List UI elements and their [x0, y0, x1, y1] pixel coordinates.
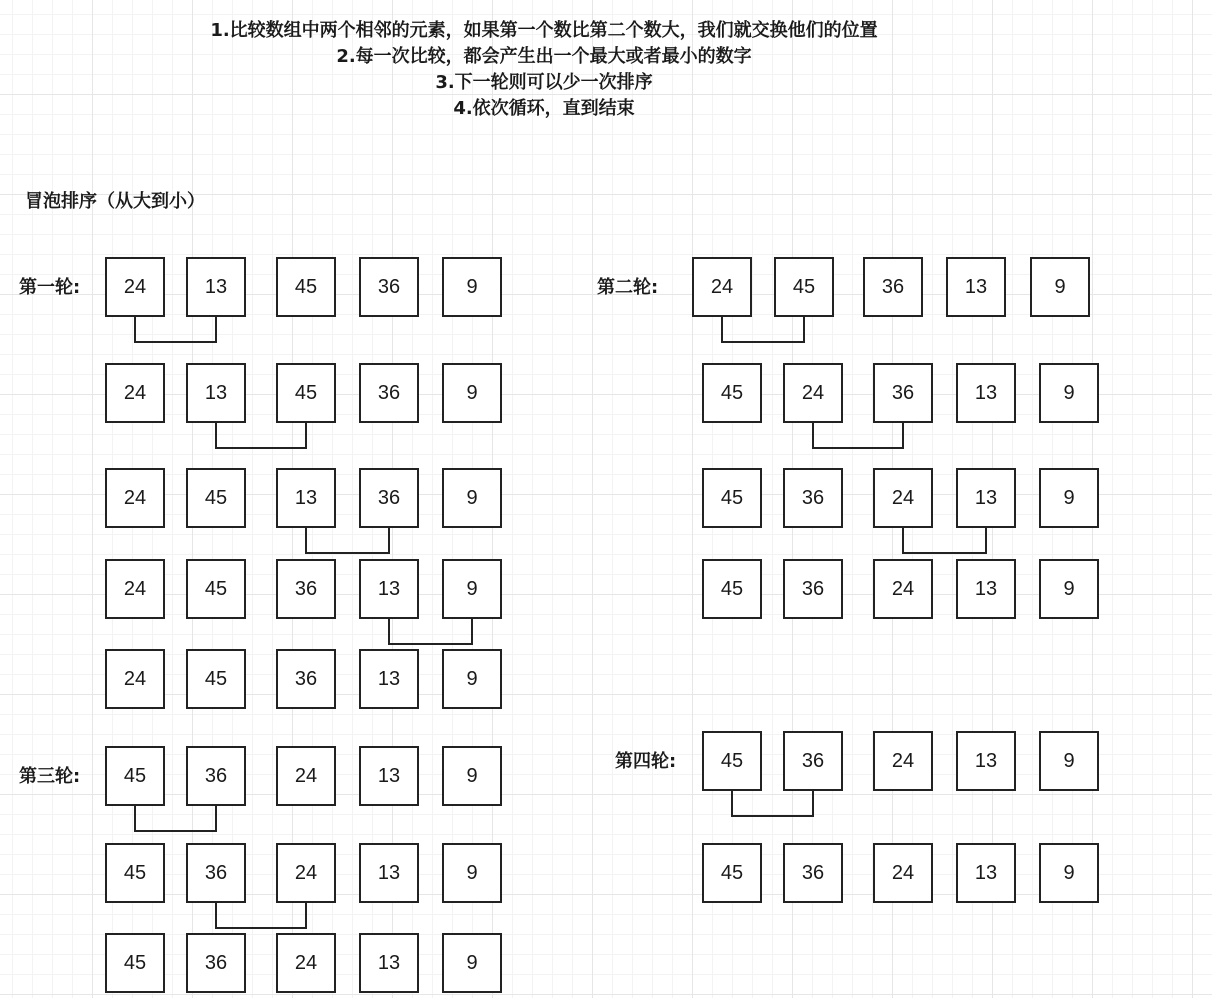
array-cell: 36	[276, 649, 336, 709]
array-cell: 36	[783, 468, 843, 528]
compare-bracket	[215, 421, 307, 449]
array-cell: 24	[873, 843, 933, 903]
compare-bracket	[902, 526, 987, 554]
instruction-line-3: 3.下一轮则可以少一次排序	[435, 72, 653, 93]
array-cell: 9	[442, 363, 502, 423]
array-cell: 9	[1039, 559, 1099, 619]
array-cell: 13	[276, 468, 336, 528]
array-cell: 45	[186, 468, 246, 528]
array-cell: 9	[442, 746, 502, 806]
compare-bracket	[721, 315, 805, 343]
array-cell: 24	[783, 363, 843, 423]
array-cell: 24	[105, 257, 165, 317]
compare-bracket	[134, 315, 217, 343]
array-cell: 36	[783, 843, 843, 903]
array-cell: 24	[105, 559, 165, 619]
array-cell: 45	[105, 843, 165, 903]
compare-bracket	[812, 421, 904, 449]
array-cell: 9	[442, 257, 502, 317]
array-cell: 13	[956, 468, 1016, 528]
array-cell: 45	[186, 559, 246, 619]
instruction-line-4: 4.依次循环，直到结束	[453, 98, 635, 119]
array-cell: 24	[276, 933, 336, 993]
array-cell: 9	[442, 468, 502, 528]
array-cell: 45	[702, 468, 762, 528]
array-cell: 45	[276, 363, 336, 423]
array-cell: 45	[702, 731, 762, 791]
array-cell: 13	[956, 731, 1016, 791]
array-cell: 13	[956, 559, 1016, 619]
array-cell: 9	[442, 559, 502, 619]
array-cell: 24	[105, 468, 165, 528]
array-cell: 13	[186, 257, 246, 317]
diagram-title: 冒泡排序（从大到小）	[25, 191, 205, 212]
array-cell: 36	[783, 731, 843, 791]
array-cell: 13	[946, 257, 1006, 317]
array-cell: 24	[276, 843, 336, 903]
array-cell: 13	[359, 559, 419, 619]
array-cell: 45	[276, 257, 336, 317]
array-cell: 36	[186, 746, 246, 806]
array-cell: 24	[873, 731, 933, 791]
array-cell: 13	[359, 933, 419, 993]
compare-bracket	[388, 617, 473, 645]
array-cell: 24	[105, 363, 165, 423]
round-label: 第四轮:	[615, 751, 677, 772]
array-cell: 13	[956, 843, 1016, 903]
array-cell: 45	[105, 746, 165, 806]
array-cell: 24	[105, 649, 165, 709]
array-cell: 9	[442, 933, 502, 993]
array-cell: 45	[702, 559, 762, 619]
array-cell: 13	[359, 649, 419, 709]
array-cell: 36	[359, 257, 419, 317]
round-label: 第三轮:	[19, 766, 81, 787]
round-label: 第二轮:	[597, 277, 659, 298]
array-cell: 36	[359, 468, 419, 528]
instruction-line-1: 1.比较数组中两个相邻的元素，如果第一个数比第二个数大，我们就交换他们的位置	[210, 20, 878, 41]
array-cell: 9	[1039, 468, 1099, 528]
array-cell: 45	[702, 363, 762, 423]
array-cell: 9	[442, 649, 502, 709]
array-cell: 36	[863, 257, 923, 317]
array-cell: 13	[359, 843, 419, 903]
array-cell: 36	[783, 559, 843, 619]
array-cell: 36	[186, 933, 246, 993]
array-cell: 24	[276, 746, 336, 806]
array-cell: 24	[873, 559, 933, 619]
array-cell: 45	[186, 649, 246, 709]
compare-bracket	[305, 526, 390, 554]
array-cell: 45	[702, 843, 762, 903]
array-cell: 36	[359, 363, 419, 423]
array-cell: 13	[359, 746, 419, 806]
array-cell: 9	[442, 843, 502, 903]
array-cell: 45	[105, 933, 165, 993]
array-cell: 9	[1030, 257, 1090, 317]
instructions	[100, 18, 988, 122]
compare-bracket	[215, 901, 307, 929]
array-cell: 9	[1039, 843, 1099, 903]
array-cell: 24	[692, 257, 752, 317]
round-label: 第一轮:	[19, 277, 81, 298]
array-cell: 36	[186, 843, 246, 903]
array-cell: 36	[873, 363, 933, 423]
compare-bracket	[731, 789, 814, 817]
array-cell: 13	[186, 363, 246, 423]
array-cell: 13	[956, 363, 1016, 423]
instruction-line-2: 2.每一次比较，都会产生出一个最大或者最小的数字	[336, 46, 752, 67]
array-cell: 9	[1039, 363, 1099, 423]
array-cell: 45	[774, 257, 834, 317]
array-cell: 24	[873, 468, 933, 528]
array-cell: 36	[276, 559, 336, 619]
array-cell: 9	[1039, 731, 1099, 791]
compare-bracket	[134, 804, 217, 832]
